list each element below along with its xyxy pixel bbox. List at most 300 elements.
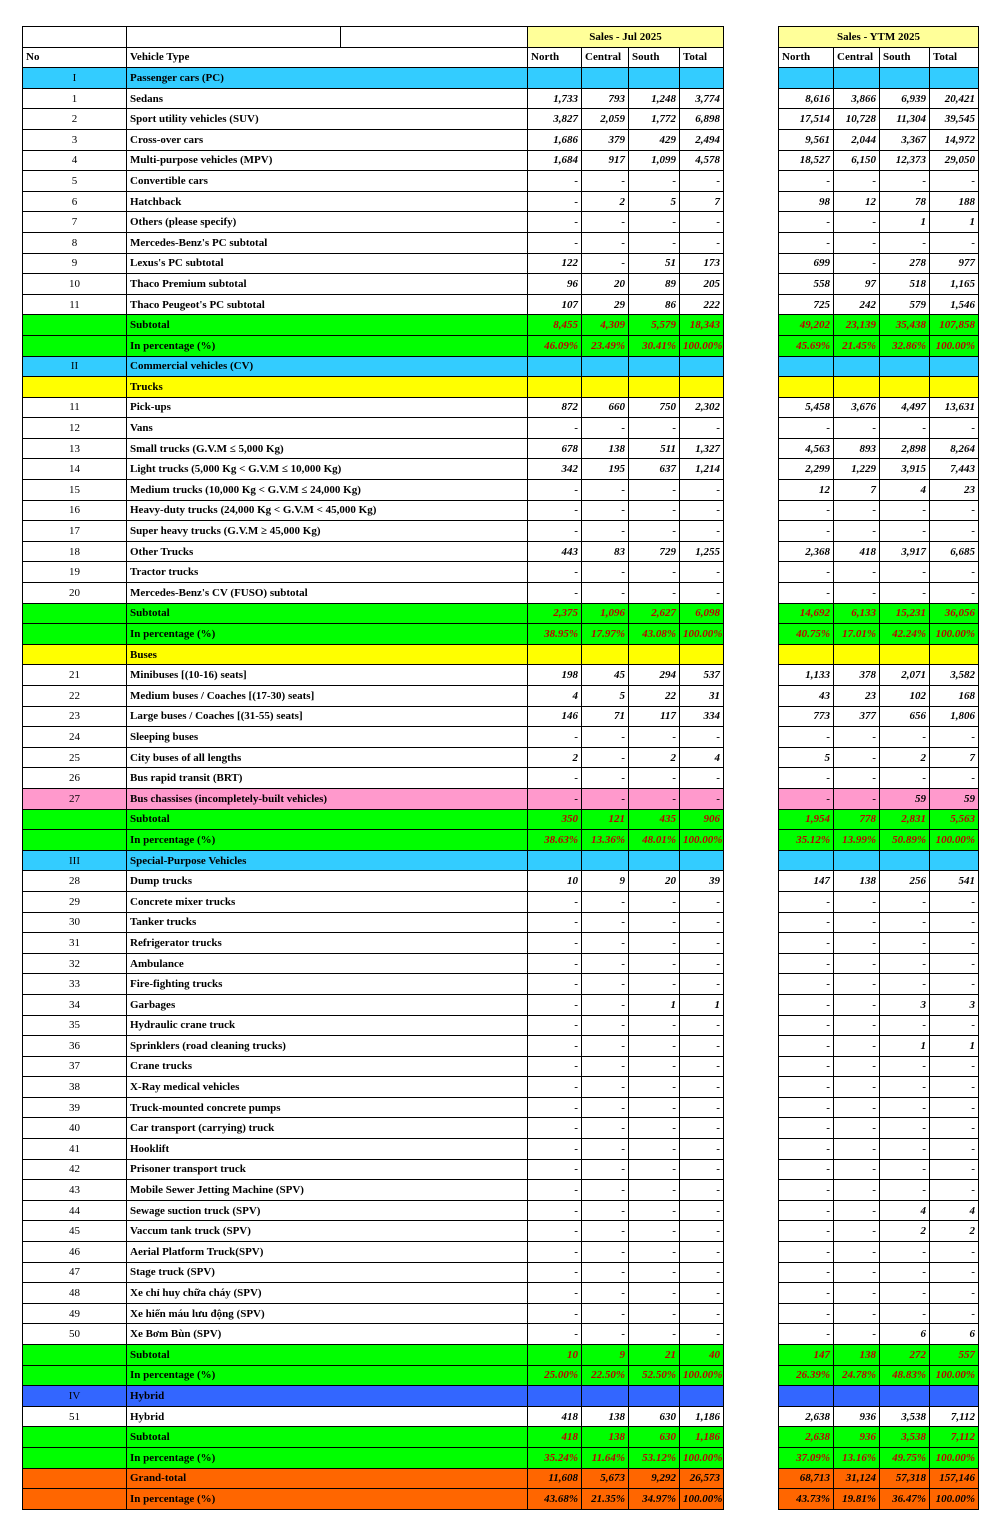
row-number: III (23, 850, 127, 871)
ytm-north-value: - (779, 1118, 834, 1139)
ytm-north-value: - (779, 994, 834, 1015)
ytm-north-value: 26.39% (779, 1365, 834, 1386)
ytm-total-value (930, 377, 979, 398)
vehicle-type: Subtotal (127, 1427, 528, 1448)
jul-south-value: 53.12% (629, 1447, 680, 1468)
jul-south-value: 750 (629, 397, 680, 418)
row-number: 5 (23, 171, 127, 192)
jul-north-value: 418 (528, 1427, 582, 1448)
jul-south-value (629, 850, 680, 871)
row-number (23, 1345, 127, 1366)
jul-central-value: - (582, 1221, 629, 1242)
ytm-north-value: 773 (779, 706, 834, 727)
row-number: 42 (23, 1159, 127, 1180)
row-number: 19 (23, 562, 127, 583)
jul-north-value (528, 644, 582, 665)
ytm-north-value: - (779, 1180, 834, 1201)
ytm-central-value: - (834, 1015, 880, 1036)
jul-south-value: - (629, 171, 680, 192)
ytm-north-value: - (779, 232, 834, 253)
column-gap (724, 150, 779, 171)
jul-south-value (629, 377, 680, 398)
ytm-south-value: 2,898 (880, 438, 930, 459)
ytm-south-value: 3 (880, 994, 930, 1015)
ytm-north-value: 35.12% (779, 830, 834, 851)
vehicle-type: Vaccum tank truck (SPV) (127, 1221, 528, 1242)
jul-north-value: - (528, 727, 582, 748)
table-row (23, 541, 979, 562)
row-number: 16 (23, 500, 127, 521)
ytm-total-value: - (930, 1015, 979, 1036)
ytm-north-value: - (779, 1159, 834, 1180)
ytm-south-value: - (880, 1139, 930, 1160)
row-number: 22 (23, 686, 127, 707)
jul-total-value: - (680, 1159, 724, 1180)
grand-total-row (23, 1489, 979, 1510)
ytm-total-value: 100.00% (930, 1489, 979, 1510)
ytm-north-value (779, 68, 834, 89)
column-gap (724, 644, 779, 665)
ytm-central-value: 17.01% (834, 624, 880, 645)
jul-central-value: - (582, 727, 629, 748)
vehicle-type: Bus rapid transit (BRT) (127, 768, 528, 789)
column-gap (724, 171, 779, 192)
jul-south-value: 30.41% (629, 335, 680, 356)
jul-north-value (528, 68, 582, 89)
row-number: 24 (23, 727, 127, 748)
jul-total-value: 6,898 (680, 109, 724, 130)
ytm-total-value: - (930, 1159, 979, 1180)
jul-total-value: 1 (680, 994, 724, 1015)
jul-central-value (582, 850, 629, 871)
ytm-north-value: - (779, 727, 834, 748)
jul-south-value: 43.08% (629, 624, 680, 645)
vehicle-type: Tanker trucks (127, 912, 528, 933)
ytm-total-value: 1 (930, 212, 979, 233)
ytm-central-value: 97 (834, 274, 880, 295)
column-gap (724, 418, 779, 439)
jul-south-value: 294 (629, 665, 680, 686)
jul-central-value: 917 (582, 150, 629, 171)
ytm-south-value: 3,915 (880, 459, 930, 480)
vehicle-type: Lexus's PC subtotal (127, 253, 528, 274)
ytm-total-value: - (930, 1180, 979, 1201)
ytm-north-value: - (779, 912, 834, 933)
jul-north-value: 35.24% (528, 1447, 582, 1468)
column-gap (724, 480, 779, 501)
ytm-central-value: - (834, 1262, 880, 1283)
jul-total-value: - (680, 1303, 724, 1324)
table-row (23, 521, 979, 542)
ytm-total-value: 36,056 (930, 603, 979, 624)
jul-north-value: - (528, 1262, 582, 1283)
row-number (23, 1365, 127, 1386)
ytm-south-value: - (880, 933, 930, 954)
ytm-south-value: 656 (880, 706, 930, 727)
column-gap (724, 541, 779, 562)
jul-total-value (680, 850, 724, 871)
vehicle-type: Subtotal (127, 809, 528, 830)
jul-total-value: 100.00% (680, 335, 724, 356)
jul-central-value: 71 (582, 706, 629, 727)
jul-north-value: - (528, 500, 582, 521)
ytm-total-value: 7,443 (930, 459, 979, 480)
vehicle-type: Xe chỉ huy chữa cháy (SPV) (127, 1283, 528, 1304)
jul-central-value: - (582, 1159, 629, 1180)
ytm-central-value: 13.99% (834, 830, 880, 851)
ytm-total-value: - (930, 1303, 979, 1324)
header-jul-south: South (629, 47, 680, 68)
vehicle-type: Minibuses [(10-16) seats] (127, 665, 528, 686)
ytm-central-value: - (834, 1221, 880, 1242)
ytm-north-value: - (779, 788, 834, 809)
ytm-south-value: - (880, 1077, 930, 1098)
row-number: 31 (23, 933, 127, 954)
ytm-central-value: 31,124 (834, 1468, 880, 1489)
ytm-total-value: - (930, 171, 979, 192)
jul-central-value: - (582, 480, 629, 501)
ytm-total-value: 14,972 (930, 129, 979, 150)
jul-central-value: - (582, 788, 629, 809)
jul-north-value: - (528, 480, 582, 501)
ytm-north-value: 14,692 (779, 603, 834, 624)
jul-central-value: - (582, 974, 629, 995)
jul-central-value: 379 (582, 129, 629, 150)
row-number: 33 (23, 974, 127, 995)
vehicle-type: In percentage (%) (127, 1365, 528, 1386)
ytm-south-value: 59 (880, 788, 930, 809)
ytm-south-value: - (880, 974, 930, 995)
vehicle-type: Mercedes-Benz's CV (FUSO) subtotal (127, 583, 528, 604)
ytm-total-value: 7,112 (930, 1427, 979, 1448)
vehicle-type: Others (please specify) (127, 212, 528, 233)
ytm-central-value: - (834, 1180, 880, 1201)
ytm-south-value (880, 1386, 930, 1407)
jul-central-value: 9 (582, 871, 629, 892)
vehicle-type: Light trucks (5,000 Kg < G.V.M ≤ 10,000 Kg) (127, 459, 528, 480)
table-row (23, 1200, 979, 1221)
ytm-total-value: 557 (930, 1345, 979, 1366)
vehicle-type: Convertible cars (127, 171, 528, 192)
column-gap (724, 1386, 779, 1407)
table-row (23, 665, 979, 686)
jul-north-value (528, 356, 582, 377)
ytm-total-value: 6 (930, 1324, 979, 1345)
row-number: 30 (23, 912, 127, 933)
jul-north-value: 2,375 (528, 603, 582, 624)
jul-south-value: 1 (629, 994, 680, 1015)
vehicle-type: Grand-total (127, 1468, 528, 1489)
jul-south-value: - (629, 953, 680, 974)
jul-south-value: - (629, 418, 680, 439)
column-gap (724, 1221, 779, 1242)
row-number (23, 377, 127, 398)
column-gap (724, 953, 779, 974)
jul-north-value: - (528, 974, 582, 995)
jul-north-value: 46.09% (528, 335, 582, 356)
jul-north-value: - (528, 768, 582, 789)
vehicle-type: Hooklift (127, 1139, 528, 1160)
jul-north-value (528, 377, 582, 398)
jul-south-value: - (629, 933, 680, 954)
ytm-total-value: - (930, 1118, 979, 1139)
ytm-south-value: 35,438 (880, 315, 930, 336)
column-gap (724, 1406, 779, 1427)
jul-south-value: 630 (629, 1427, 680, 1448)
header-ytm-north: North (779, 47, 834, 68)
row-number: 18 (23, 541, 127, 562)
column-gap (724, 933, 779, 954)
jul-north-value: 38.63% (528, 830, 582, 851)
table-row (23, 994, 979, 1015)
jul-north-value: 350 (528, 809, 582, 830)
header-sales-jul: Sales - Jul 2025 (528, 27, 724, 48)
jul-central-value: - (582, 1303, 629, 1324)
ytm-north-value: - (779, 418, 834, 439)
jul-north-value: - (528, 1015, 582, 1036)
jul-central-value: - (582, 1283, 629, 1304)
ytm-central-value: - (834, 232, 880, 253)
ytm-central-value: - (834, 212, 880, 233)
jul-central-value: - (582, 1180, 629, 1201)
column-gap (724, 500, 779, 521)
ytm-north-value: - (779, 500, 834, 521)
jul-south-value: 729 (629, 541, 680, 562)
ytm-north-value: - (779, 953, 834, 974)
vehicle-type: Trucks (127, 377, 528, 398)
ytm-central-value: 893 (834, 438, 880, 459)
jul-south-value: 9,292 (629, 1468, 680, 1489)
ytm-central-value (834, 68, 880, 89)
ytm-total-value: 168 (930, 686, 979, 707)
row-number: 48 (23, 1283, 127, 1304)
vehicle-type: Commercial vehicles (CV) (127, 356, 528, 377)
jul-south-value: - (629, 1303, 680, 1324)
ytm-north-value: 9,561 (779, 129, 834, 150)
column-gap (724, 727, 779, 748)
ytm-south-value: 3,538 (880, 1406, 930, 1427)
jul-central-value: 138 (582, 1406, 629, 1427)
ytm-central-value: - (834, 253, 880, 274)
jul-south-value: - (629, 1324, 680, 1345)
ytm-total-value: 29,050 (930, 150, 979, 171)
jul-central-value: - (582, 1242, 629, 1263)
jul-total-value (680, 356, 724, 377)
column-gap (724, 1468, 779, 1489)
jul-central-value: - (582, 418, 629, 439)
ytm-total-value: - (930, 953, 979, 974)
ytm-total-value: - (930, 1242, 979, 1263)
row-number: 1 (23, 88, 127, 109)
column-gap (724, 109, 779, 130)
row-number (23, 1489, 127, 1510)
jul-central-value: 5 (582, 686, 629, 707)
ytm-south-value: 6,939 (880, 88, 930, 109)
column-gap (724, 788, 779, 809)
ytm-central-value: 3,866 (834, 88, 880, 109)
row-number (23, 830, 127, 851)
column-gap (724, 1489, 779, 1510)
table-row (23, 1015, 979, 1036)
ytm-central-value: 23 (834, 686, 880, 707)
ytm-south-value: - (880, 1303, 930, 1324)
column-gap (724, 1139, 779, 1160)
column-gap (724, 1345, 779, 1366)
ytm-north-value: 43 (779, 686, 834, 707)
jul-total-value: - (680, 1118, 724, 1139)
jul-south-value: - (629, 1118, 680, 1139)
header-jul-total: Total (680, 47, 724, 68)
header-jul-central: Central (582, 47, 629, 68)
ytm-north-value: - (779, 1200, 834, 1221)
jul-south-value: 511 (629, 438, 680, 459)
jul-total-value (680, 644, 724, 665)
vehicle-type: Sedans (127, 88, 528, 109)
ytm-total-value: 3,582 (930, 665, 979, 686)
row-number: 10 (23, 274, 127, 295)
jul-total-value (680, 1386, 724, 1407)
ytm-south-value: 78 (880, 191, 930, 212)
category-row (23, 68, 979, 89)
jul-total-value: 2,494 (680, 129, 724, 150)
table-row (23, 274, 979, 295)
jul-total-value: 1,255 (680, 541, 724, 562)
jul-north-value: 146 (528, 706, 582, 727)
jul-central-value: - (582, 521, 629, 542)
vehicle-type: Xe Bơm Bùn (SPV) (127, 1324, 528, 1345)
column-gap (724, 809, 779, 830)
table-row (23, 232, 979, 253)
table-row (23, 686, 979, 707)
jul-south-value: 630 (629, 1406, 680, 1427)
ytm-north-value: 2,638 (779, 1427, 834, 1448)
vehicle-type: Refrigerator trucks (127, 933, 528, 954)
column-gap (724, 1015, 779, 1036)
jul-south-value: 637 (629, 459, 680, 480)
row-number: 50 (23, 1324, 127, 1345)
ytm-north-value: 2,638 (779, 1406, 834, 1427)
ytm-south-value: 15,231 (880, 603, 930, 624)
ytm-total-value: 1 (930, 1036, 979, 1057)
jul-central-value: - (582, 1097, 629, 1118)
column-gap (724, 1324, 779, 1345)
vehicle-type: Subtotal (127, 603, 528, 624)
jul-total-value: 1,214 (680, 459, 724, 480)
table-row (23, 583, 979, 604)
jul-south-value: 5 (629, 191, 680, 212)
jul-total-value: - (680, 1015, 724, 1036)
header-blank-no (23, 27, 127, 48)
ytm-total-value: 541 (930, 871, 979, 892)
jul-north-value: - (528, 1077, 582, 1098)
column-gap (724, 459, 779, 480)
jul-south-value (629, 1386, 680, 1407)
jul-south-value: - (629, 1097, 680, 1118)
jul-south-value: 2 (629, 747, 680, 768)
ytm-south-value: - (880, 1159, 930, 1180)
ytm-north-value: 45.69% (779, 335, 834, 356)
jul-north-value: - (528, 212, 582, 233)
vehicle-type: In percentage (%) (127, 624, 528, 645)
subtotal-row (23, 830, 979, 851)
jul-central-value: 45 (582, 665, 629, 686)
ytm-total-value: - (930, 933, 979, 954)
jul-north-value: - (528, 1324, 582, 1345)
ytm-south-value: - (880, 1262, 930, 1283)
header-ytm-south: South (880, 47, 930, 68)
jul-total-value: 7 (680, 191, 724, 212)
jul-south-value: 1,099 (629, 150, 680, 171)
ytm-central-value (834, 850, 880, 871)
ytm-south-value: - (880, 232, 930, 253)
ytm-central-value: 12 (834, 191, 880, 212)
table-row (23, 1097, 979, 1118)
row-number (23, 1427, 127, 1448)
header-ytm-total: Total (930, 47, 979, 68)
ytm-south-value: 272 (880, 1345, 930, 1366)
jul-total-value: 100.00% (680, 1447, 724, 1468)
row-number: 15 (23, 480, 127, 501)
vehicle-type: Heavy-duty trucks (24,000 Kg < G.V.M < 45,000 Kg) (127, 500, 528, 521)
vehicle-type: Special-Purpose Vehicles (127, 850, 528, 871)
row-number: 13 (23, 438, 127, 459)
jul-central-value: 4,309 (582, 315, 629, 336)
jul-north-value: 198 (528, 665, 582, 686)
row-number: II (23, 356, 127, 377)
column-gap (724, 1283, 779, 1304)
column-gap (724, 1200, 779, 1221)
ytm-south-value: - (880, 1118, 930, 1139)
ytm-north-value: - (779, 1015, 834, 1036)
vehicle-type: Stage truck (SPV) (127, 1262, 528, 1283)
column-gap (724, 438, 779, 459)
jul-total-value: 39 (680, 871, 724, 892)
ytm-south-value: - (880, 727, 930, 748)
jul-central-value: 22.50% (582, 1365, 629, 1386)
jul-south-value: - (629, 562, 680, 583)
column-gap (724, 891, 779, 912)
jul-central-value (582, 1386, 629, 1407)
jul-north-value: - (528, 232, 582, 253)
row-number: 44 (23, 1200, 127, 1221)
row-number: 6 (23, 191, 127, 212)
ytm-central-value: - (834, 1118, 880, 1139)
table-row (23, 768, 979, 789)
ytm-central-value: - (834, 891, 880, 912)
jul-central-value: 1,096 (582, 603, 629, 624)
table-row (23, 480, 979, 501)
row-number: I (23, 68, 127, 89)
ytm-south-value: 4,497 (880, 397, 930, 418)
ytm-total-value: - (930, 232, 979, 253)
jul-central-value: - (582, 1200, 629, 1221)
jul-south-value: 48.01% (629, 830, 680, 851)
jul-total-value: - (680, 1324, 724, 1345)
column-gap (724, 1180, 779, 1201)
column-gap (724, 1447, 779, 1468)
jul-total-value: - (680, 1180, 724, 1201)
ytm-total-value: 100.00% (930, 335, 979, 356)
jul-north-value: - (528, 1097, 582, 1118)
ytm-central-value: - (834, 562, 880, 583)
row-number: 34 (23, 994, 127, 1015)
row-number: 40 (23, 1118, 127, 1139)
table-row (23, 788, 979, 809)
vehicle-type: Hydraulic crane truck (127, 1015, 528, 1036)
vehicle-type: Fire-fighting trucks (127, 974, 528, 995)
table-row (23, 1406, 979, 1427)
column-gap (724, 521, 779, 542)
